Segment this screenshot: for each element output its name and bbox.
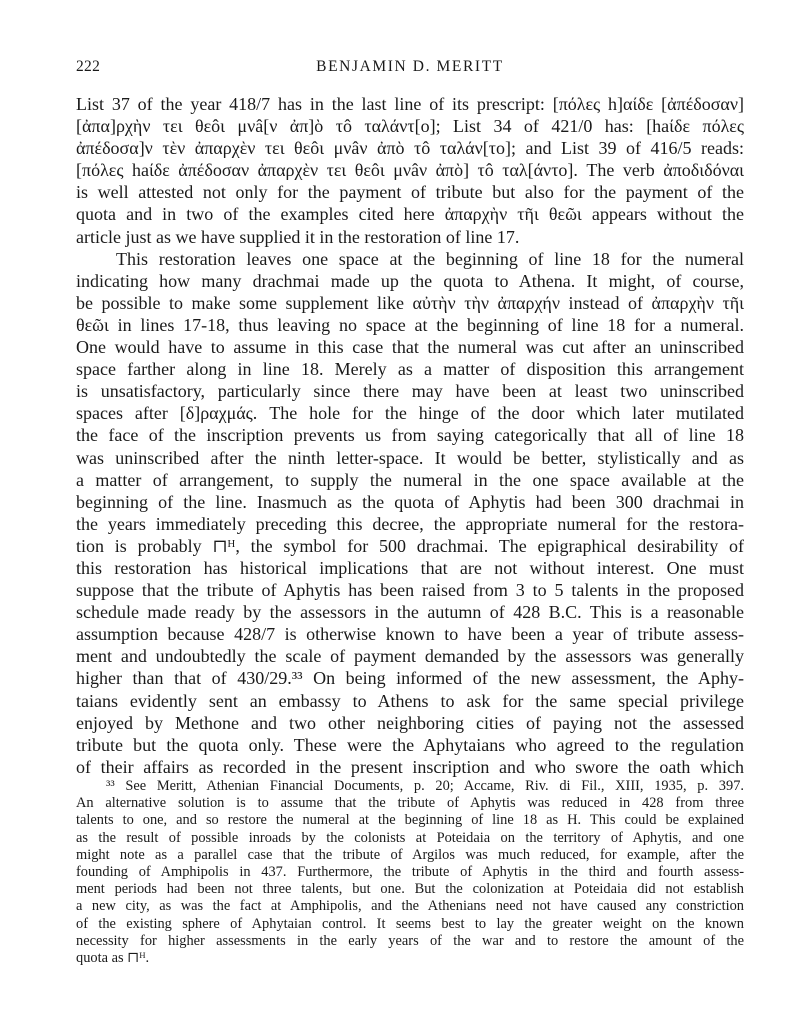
- body-line: suppose that the tribute of Aphytis has been raised from 3 to 5 talents in the proposed: [76, 580, 744, 601]
- body-line: is unsatisfactory, particularly since there may have been at least two uninscribed: [76, 381, 744, 402]
- footnote-line: of the existing sphere of Aphytaian control. It seems best to lay the greater weight on the known: [76, 915, 744, 932]
- body-line: the years immediately preceding this decree, the appropriate numeral for the restora-: [76, 513, 744, 534]
- body-line: tribute but the quota only. These were the Aphytaians who agreed to the regulation: [76, 734, 744, 755]
- body-text: [76, 93, 744, 778]
- body-line: enjoyed by Methone and two other neighboring cities of paying not the assessed: [76, 712, 744, 733]
- page-header: [76, 58, 744, 78]
- body-line: ment and undoubtedly the scale of payment demanded by the assessors was generally: [76, 646, 744, 667]
- body-line: of their affairs as recorded in the present inscription and who swore the oath which: [76, 756, 744, 777]
- footnote-line: a new city, as was the fact at Amphipolis, and the Athenians need not have caused any constriction: [76, 898, 744, 915]
- body-line: schedule made ready by the assessors in the autumn of 428 B.C. This is a reasonable: [76, 602, 744, 623]
- body-line: ἀπέδοσα]ν τὲν ἀπαρχὲν τει θεôι μνâν ἀπὸ τô ταλάν[το]; and List 39 of 416/5 reads:: [76, 138, 744, 159]
- body-line: One would have to assume in this case that the numeral was cut after an uninscribed: [76, 337, 744, 358]
- body-line: taians evidently sent an embassy to Athens to ask for the same special privilege: [76, 690, 744, 711]
- page-number: 222: [76, 58, 101, 75]
- body-line: a matter of arrangement, to supply the numeral in the one space available at the: [76, 469, 744, 490]
- footnote-line: as the result of possible inroads by the colonists at Poteidaia on the territory of Aphytis, and one: [76, 829, 744, 846]
- body-line: beginning of the line. Inasmuch as the quota of Aphytis had been 300 drachmai in: [76, 491, 744, 512]
- footnote-line: might note as a parallel case that the tribute of Argilos was much reduced, for example, after the: [76, 846, 744, 863]
- running-head: BENJAMIN D. MERITT: [316, 58, 504, 75]
- footnote-line: quota as ⊓ᴴ.: [76, 949, 150, 966]
- body-line: this restoration has historical implications that are not without interest. One must: [76, 557, 744, 578]
- body-line: [πόλες haίδε ἀπέδοσαν ἀπαρχὲν τει θεôι μνâν ἀπὸ] τô ταλ[άντο]. The verb ἀποδιδόναι: [76, 160, 744, 181]
- body-line: space farther along in line 18. Merely as a matter of disposition this arrangement: [76, 359, 744, 380]
- body-line: higher than that of 430/29.³³ On being informed of the new assessment, the Aphy-: [76, 668, 744, 689]
- body-line: the face of the inscription prevents us from saying categorically that all of line 18: [76, 425, 744, 446]
- footnotes: [76, 778, 744, 967]
- body-line: was uninscribed after the ninth letter-space. It would be better, stylistically and as: [76, 447, 744, 468]
- footnote-line: necessity for higher assessments in the early years of the war and to restore the amount of the: [76, 932, 744, 949]
- footnote-line: ³³ See Meritt, Athenian Financial Documents, p. 20; Accame, Riv. di Fil., XIII, 1935, p. 397.: [106, 778, 744, 794]
- body-line: [ἀπα]ρχὴν τει θεôι μνâ[ν ἀπ]ὸ τô ταλάντ[ο]; List 34 of 421/0 has: [haίδε πόλες: [76, 116, 744, 137]
- body-line: spaces after [δ]ραχμάς. The hole for the hinge of the door which later mutilated: [76, 403, 744, 424]
- body-line: List 37 of the year 418/7 has in the last line of its prescript: [πόλες h]αίδε [ἀπέδοσαν]: [76, 94, 744, 114]
- footnote-line: founding of Amphipolis in 437. Furthermore, the tribute of Aphytis in the third and fourth assess-: [76, 863, 744, 880]
- body-line: indicating how many drachmai made up the quota to Athena. It might, of course,: [76, 270, 744, 291]
- body-line: assumption because 428/7 is otherwise known to have been a year of tribute assess-: [76, 624, 744, 645]
- footnote-line: talents to one, and so restore the numeral at the beginning of line 18 as H. This could be explained: [76, 812, 744, 829]
- body-line: be possible to make some supplement like αὐτὴν τὴν ἀπαρχήν instead of ἀπαρχὴν τῆι: [76, 292, 744, 313]
- footnote-line: An alternative solution is to assume that the tribute of Aphytis was reduced in 428 from three: [76, 795, 744, 812]
- body-line: quota and in two of the examples cited here ἀπαρχὴν τῆι θεῶι appears without the: [76, 204, 744, 225]
- body-line: This restoration leaves one space at the beginning of line 18 for the numeral: [116, 248, 744, 269]
- body-line: is well attested not only for the payment of tribute but also for the payment of the: [76, 182, 744, 203]
- body-line: tion is probably ⊓ᴴ, the symbol for 500 drachmai. The epigraphical desirability of: [76, 535, 744, 556]
- footnote-line: ment periods had been not three talents, but one. But the colonization at Poteidaia did not establish: [76, 881, 744, 898]
- body-line: article just as we have supplied it in the restoration of line 17.: [76, 226, 520, 247]
- body-line: θεῶι in lines 17-18, thus leaving no space at the beginning of line 18 for a numeral.: [76, 314, 744, 335]
